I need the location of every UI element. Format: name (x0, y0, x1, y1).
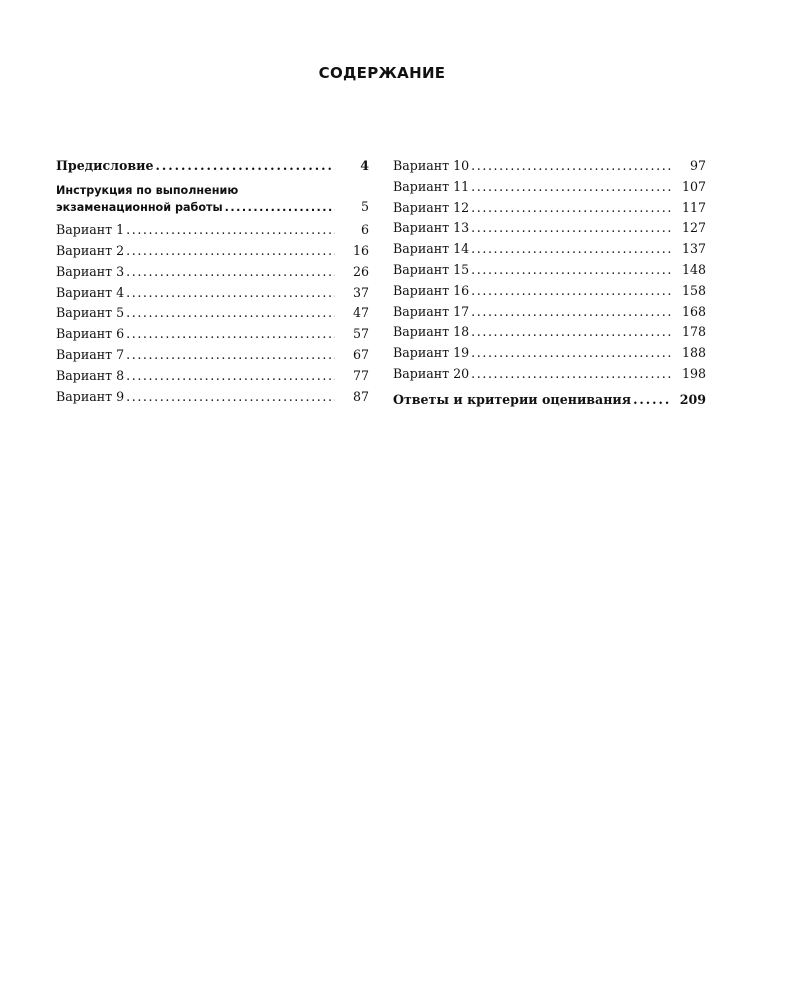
toc-entry-preface[interactable] (56, 156, 369, 177)
dot-leader (471, 322, 672, 343)
toc-entry-variant[interactable] (393, 239, 706, 260)
toc-page-number: 6 (360, 222, 369, 238)
toc-entry-label: Вариант 15 (393, 261, 470, 277)
dot-leader (126, 387, 335, 408)
toc-right-column (393, 156, 706, 411)
toc-page-number: 67 (352, 347, 369, 363)
dot-leader (126, 366, 335, 387)
toc-entry-label-line1: Инструкция по выполнению (56, 183, 239, 197)
dot-leader (471, 302, 672, 323)
toc-page-number: 47 (352, 305, 369, 321)
dot-leader (471, 177, 672, 198)
dot-leader (471, 364, 672, 385)
toc-entry-variant[interactable] (393, 364, 706, 385)
dot-leader (471, 198, 672, 219)
toc-entry-variant[interactable] (56, 324, 369, 345)
dot-leader (471, 218, 672, 239)
toc-page-number: 16 (352, 243, 369, 259)
toc-entry-variant[interactable] (393, 302, 706, 323)
toc-page-number: 57 (352, 326, 369, 342)
toc-entry-label: Вариант 3 (56, 263, 125, 279)
dot-leader (126, 324, 335, 345)
dot-leader (126, 262, 335, 283)
toc-entry-label: Вариант 10 (393, 158, 470, 173)
toc-entry-variant[interactable] (393, 218, 706, 239)
dot-leader (471, 343, 672, 364)
dot-leader (126, 345, 335, 366)
page-title: СОДЕРЖАНИЕ (318, 64, 446, 82)
toc-entry-label: Вариант 18 (393, 324, 470, 340)
toc-entry-variant[interactable] (56, 303, 369, 324)
dot-leader (156, 156, 336, 177)
toc-entry-label: Ответы и критерии оценивания (393, 391, 632, 407)
toc-entry-label: Вариант 17 (393, 303, 470, 319)
toc-entry-label: Предисловие (56, 158, 154, 173)
toc-page-number: 188 (681, 345, 706, 361)
toc-entry-label: Вариант 20 (393, 365, 470, 381)
toc-entry-label: Вариант 4 (56, 284, 125, 300)
toc-entry-variant[interactable] (393, 281, 706, 302)
toc-entry-variant[interactable] (393, 156, 706, 177)
toc-entry-label: Вариант 11 (393, 178, 470, 194)
toc-page-number: 26 (352, 263, 369, 279)
toc-page-number: 158 (681, 282, 706, 298)
dot-leader (126, 283, 335, 304)
toc-page-number: 87 (352, 388, 369, 404)
dot-leader (225, 199, 335, 217)
toc-entry-label: Вариант 7 (56, 347, 125, 363)
toc-entry-label: Вариант 12 (393, 199, 470, 215)
toc-entry-label: Вариант 1 (56, 222, 125, 238)
toc-entry-label: Вариант 16 (393, 282, 470, 298)
toc-page-number: 168 (681, 303, 706, 319)
toc-entry-variant[interactable] (393, 322, 706, 343)
toc-entry-variant[interactable] (56, 262, 369, 283)
toc-page-number: 127 (681, 220, 706, 236)
dot-leader (126, 241, 335, 262)
toc-entry-variant[interactable] (56, 241, 369, 262)
dot-leader (471, 260, 672, 281)
toc-entry-variant[interactable] (393, 177, 706, 198)
toc-entry-label: Вариант 5 (56, 305, 125, 321)
toc-entry-variant[interactable] (56, 345, 369, 366)
toc-entry-label: Вариант 14 (393, 241, 470, 257)
toc-left-column (56, 156, 369, 407)
toc-entry-variant[interactable] (56, 283, 369, 304)
toc-entry-label: Вариант 9 (56, 388, 125, 404)
toc-entry-variant[interactable] (393, 343, 706, 364)
toc-page-number: 5 (360, 199, 369, 215)
toc-page-number: 4 (360, 158, 369, 173)
toc-page-number: 148 (681, 261, 706, 277)
dot-leader (126, 220, 335, 241)
dot-leader (126, 303, 335, 324)
dot-leader (633, 390, 672, 411)
toc-page-number: 178 (681, 324, 706, 340)
toc-page-number: 198 (681, 365, 706, 381)
toc-entry-label: Вариант 8 (56, 367, 125, 383)
toc-entry-label: Вариант 6 (56, 326, 125, 342)
dot-leader (471, 239, 672, 260)
toc-page-number: 107 (681, 178, 706, 194)
toc-entry-variant[interactable] (56, 220, 369, 241)
toc-entry-label: Вариант 13 (393, 220, 470, 236)
dot-leader (471, 156, 672, 177)
dot-leader (471, 281, 672, 302)
toc-entry-variant[interactable] (56, 366, 369, 387)
toc-page-number: 37 (352, 284, 369, 300)
toc-entry-variant[interactable] (393, 198, 706, 219)
toc-entry-instruction[interactable] (56, 183, 369, 217)
toc-page-number: 117 (681, 199, 706, 215)
toc-entry-label: Вариант 2 (56, 243, 125, 259)
toc-entry-answers[interactable] (393, 390, 706, 411)
toc-page-number: 137 (681, 241, 706, 257)
toc-page-number: 77 (352, 367, 369, 383)
toc-entry-label-line2: экзаменационной работы (56, 201, 223, 215)
toc-page-number: 209 (679, 391, 706, 407)
toc-entry-label: Вариант 19 (393, 345, 470, 361)
toc-entry-variant[interactable] (56, 387, 369, 408)
toc-entry-variant[interactable] (393, 260, 706, 281)
toc-page-number: 97 (689, 158, 706, 173)
